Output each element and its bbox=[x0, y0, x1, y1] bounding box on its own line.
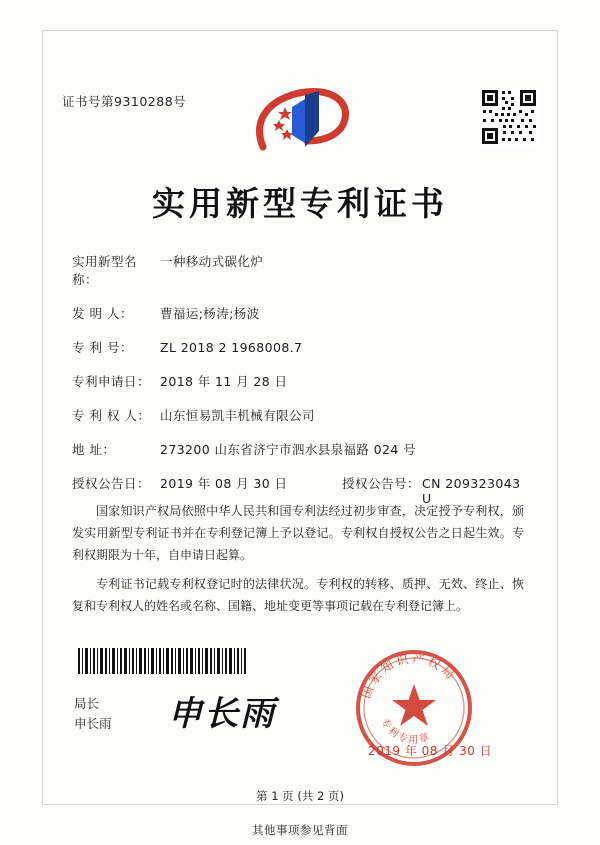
director-title: 局长 bbox=[74, 696, 100, 711]
page-number: 第 1 页 (共 2 页) bbox=[256, 789, 344, 803]
legal-text bbox=[72, 500, 524, 623]
field-label: 专利申请日： bbox=[72, 374, 151, 389]
field-label: 授权公告日： bbox=[72, 476, 151, 491]
page-title: 实用新型专利证书 bbox=[152, 184, 448, 223]
qr-code-icon bbox=[480, 88, 538, 146]
field-row bbox=[72, 406, 524, 424]
paragraph: 国家知识产权局依照中华人民共和国专利法经过初步审查，决定授予专利权，颁发实用新型专利证书并在专利登记簿上予以登记。专利权自授权公告之日起生效。专利权期限为十年，自申请日起算。 bbox=[72, 504, 524, 563]
field-value: 2018 年 11 月 28 日 bbox=[160, 374, 288, 389]
field-label-secondary: 授权公告号： bbox=[342, 476, 421, 491]
field-value: ZL 2018 2 1968008.7 bbox=[160, 340, 303, 355]
field-label: 专 利 权 人： bbox=[72, 408, 151, 423]
field-value: 2019 年 08 月 30 日 bbox=[160, 476, 288, 491]
field-label: 实用新型名称： bbox=[72, 254, 138, 287]
field-label: 地 址： bbox=[72, 442, 116, 457]
field-row bbox=[72, 440, 524, 458]
seal-date: 2019 年 08 月 30 日 bbox=[368, 744, 493, 758]
footer-note: 其他事项参见背面 bbox=[252, 823, 348, 837]
paragraph: 专利证书记载专利权登记时的法律状况。专利权的转移、质押、无效、终止、恢复和专利权人的姓名或名称、国籍、地址变更等事项记载在专利登记簿上。 bbox=[72, 576, 524, 613]
director-label bbox=[74, 694, 112, 734]
field-value-secondary: CN 209323043 U bbox=[422, 476, 521, 506]
director-name: 申长雨 bbox=[74, 716, 112, 731]
field-value: 山东恒易凯丰机械有限公司 bbox=[160, 408, 315, 423]
field-row bbox=[72, 252, 524, 288]
field-list bbox=[72, 252, 524, 522]
cnipa-logo-icon bbox=[245, 85, 355, 153]
field-label: 专 利 号： bbox=[72, 340, 133, 355]
field-row bbox=[72, 372, 524, 390]
barcode-icon bbox=[78, 648, 246, 674]
handwritten-signature: 申长雨 bbox=[168, 694, 276, 734]
svg-text:专利专用章: 专利专用章 bbox=[378, 716, 433, 747]
field-label: 发 明 人： bbox=[72, 306, 133, 321]
svg-text:国家知识产权局: 国家知识产权局 bbox=[358, 651, 460, 701]
field-row bbox=[72, 338, 524, 356]
field-row bbox=[72, 304, 524, 322]
field-value: 273200 山东省济宁市泗水县泉福路 024 号 bbox=[160, 442, 416, 457]
field-value: 一种移动式碳化炉 bbox=[160, 254, 264, 269]
field-value: 曹福运;杨涛;杨波 bbox=[160, 306, 260, 321]
certificate-number: 证书号第9310288号 bbox=[62, 94, 187, 109]
